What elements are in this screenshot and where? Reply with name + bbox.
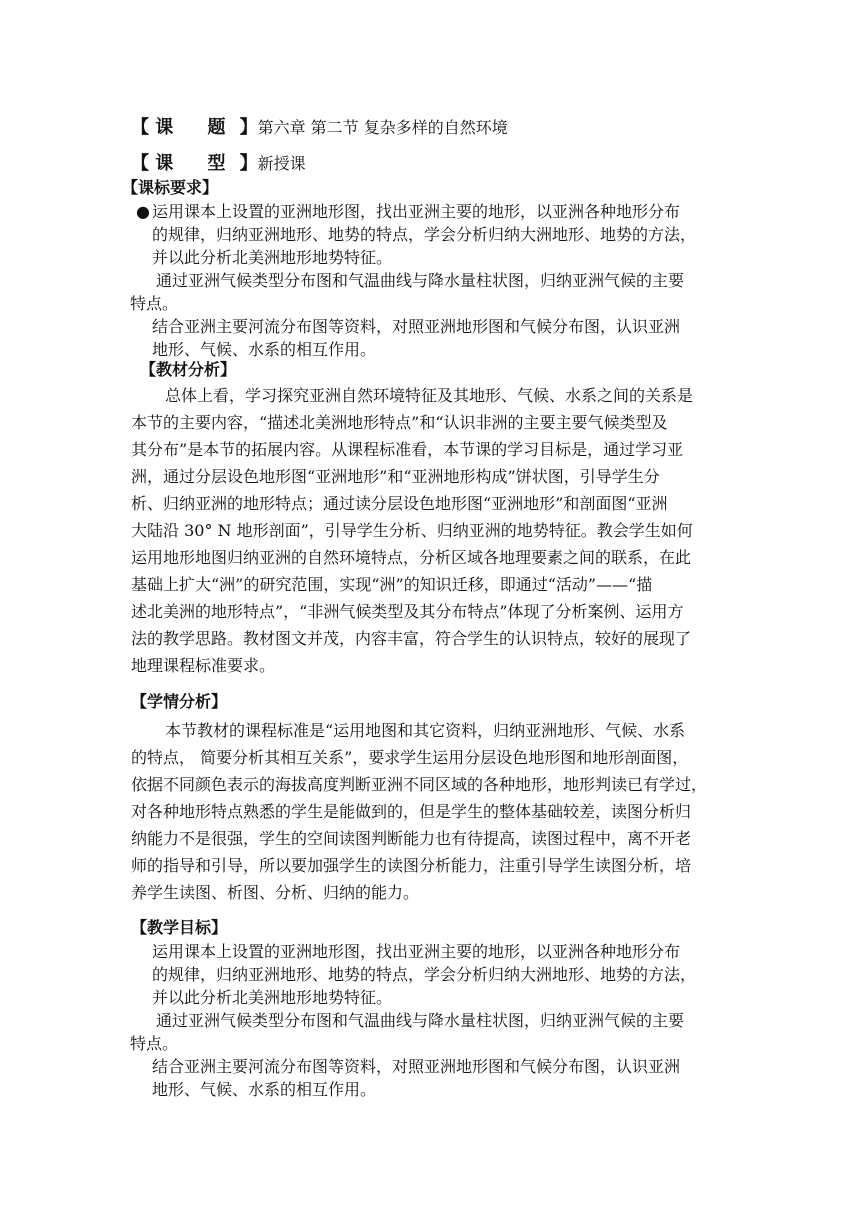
students-line: 依据不同颜色表示的海拔高度判断亚洲不同区域的各种地形，地形判读已有学过， bbox=[131, 775, 708, 794]
textbook-line: 其分布”是本节的拓展内容。从课程标准看，本节课的学习目标是，通过学习亚 bbox=[131, 440, 684, 459]
standards-item2-line1: 通过亚洲气候类型分布图和气温曲线与降水量柱状图，归纳亚洲气候的主要 bbox=[156, 271, 685, 290]
students-heading: 【学情分析】 bbox=[131, 692, 228, 711]
textbook-line: 本节的主要内容，“描述北美洲地形特点”和“认识非洲的主要主要气候类型及 bbox=[131, 413, 668, 432]
type-bracket-close: 】 bbox=[239, 153, 258, 174]
standards-item1-line1: 运用课本上设置的亚洲地形图，找出亚洲主要的地形，以亚洲各种地形分布 bbox=[152, 202, 681, 221]
objectives-item1-line3: 并以此分析北美洲地形地势特征。 bbox=[152, 988, 393, 1007]
standards-item1-line3: 并以此分析北美洲地形地势特征。 bbox=[152, 248, 393, 267]
textbook-line: 地理课程标准要求。 bbox=[131, 656, 276, 675]
standards-item1-line2: 的规律，归纳亚洲地形、地势的特点，学会分析归纳大洲地形、地势的方法， bbox=[152, 225, 697, 244]
objectives-item3-line2: 地形、气候、水系的相互作用。 bbox=[152, 1080, 377, 1099]
standards-item3-line1: 结合亚洲主要河流分布图等资料，对照亚洲地形图和气候分布图，认识亚洲 bbox=[152, 317, 681, 336]
textbook-line: 法的教学思路。教材图文并茂，内容丰富，符合学生的认识特点，较好的展现了 bbox=[131, 629, 692, 648]
students-line: 本节教材的课程标准是“运用地图和其它资料，归纳亚洲地形、气候、水系 bbox=[165, 721, 686, 740]
textbook-line: 述北美洲的地形特点”，“非洲气候类型及其分布特点”体现了分析案例、运用方 bbox=[131, 602, 684, 621]
students-line: 的特点， 简要分析其相互关系”，要求学生运用分层设色地形图和地形剖面图， bbox=[131, 748, 689, 767]
type-bracket-open: 【 bbox=[131, 153, 156, 174]
topic-value: 第六章 第二节 复杂多样的自然环境 bbox=[257, 118, 508, 137]
topic-bracket-open: 【 bbox=[131, 117, 156, 138]
textbook-line: 运用地形地图归纳亚洲的自然环境特点，分析区域各地理要素之间的联系，在此 bbox=[131, 548, 692, 567]
textbook-line: 析、归纳亚洲的地形特点；通过读分层设色地形图“亚洲地形”和剖面图“亚洲 bbox=[131, 494, 668, 513]
type-value: 新授课 bbox=[257, 154, 306, 173]
objectives-item1-line1: 运用课本上设置的亚洲地形图，找出亚洲主要的地形，以亚洲各种地形分布 bbox=[152, 942, 681, 961]
textbook-line: 总体上看，学习探究亚洲自然环境特征及其地形、气候、水系之间的关系是 bbox=[165, 386, 694, 405]
textbook-heading: 【教材分析】 bbox=[140, 360, 237, 379]
objectives-item2-line1: 通过亚洲气候类型分布图和气温曲线与降水量柱状图，归纳亚洲气候的主要 bbox=[156, 1011, 685, 1030]
objectives-heading: 【教学目标】 bbox=[131, 918, 228, 937]
students-line: 纳能力不是很强，学生的空间读图判断能力也有待提高，读图过程中，离不开老 bbox=[131, 829, 692, 848]
students-line: 师的指导和引导，所以要加强学生的读图分析能力，注重引导学生读图分析，培 bbox=[131, 856, 692, 875]
students-line: 对各种地形特点熟悉的学生是能做到的，但是学生的整体基础较差，读图分析归 bbox=[131, 802, 692, 821]
objectives-item3-line1: 结合亚洲主要河流分布图等资料，对照亚洲地形图和气候分布图，认识亚洲 bbox=[152, 1057, 681, 1076]
textbook-line: 洲，通过分层设色地形图“亚洲地形”和“亚洲地形构成”饼状图，引导学生分 bbox=[131, 467, 660, 486]
standards-bullet: ● bbox=[136, 202, 150, 221]
standards-item3-line2: 地形、气候、水系的相互作用。 bbox=[152, 340, 377, 359]
textbook-line: 大陆沿 30° N 地形剖面”，引导学生分析、归纳亚洲的地势特征。教会学生如何 bbox=[131, 521, 693, 540]
objectives-item1-line2: 的规律，归纳亚洲地形、地势的特点，学会分析归纳大洲地形、地势的方法， bbox=[152, 965, 697, 984]
topic-row bbox=[131, 117, 508, 139]
standards-heading: 【课标要求】 bbox=[122, 178, 219, 197]
topic-bracket-close: 】 bbox=[239, 117, 258, 138]
objectives-item2-line2: 特点。 bbox=[130, 1034, 179, 1053]
students-line: 养学生读图、析图、分析、归纳的能力。 bbox=[131, 883, 420, 902]
type-row bbox=[131, 153, 306, 175]
textbook-line: 基础上扩大“洲”的研究范围，实现“洲”的知识迁移，即通过“活动”——“描 bbox=[131, 575, 653, 594]
standards-item2-line2: 特点。 bbox=[130, 294, 179, 313]
type-label: 课 型 bbox=[155, 153, 240, 174]
topic-label: 课 题 bbox=[155, 117, 240, 138]
